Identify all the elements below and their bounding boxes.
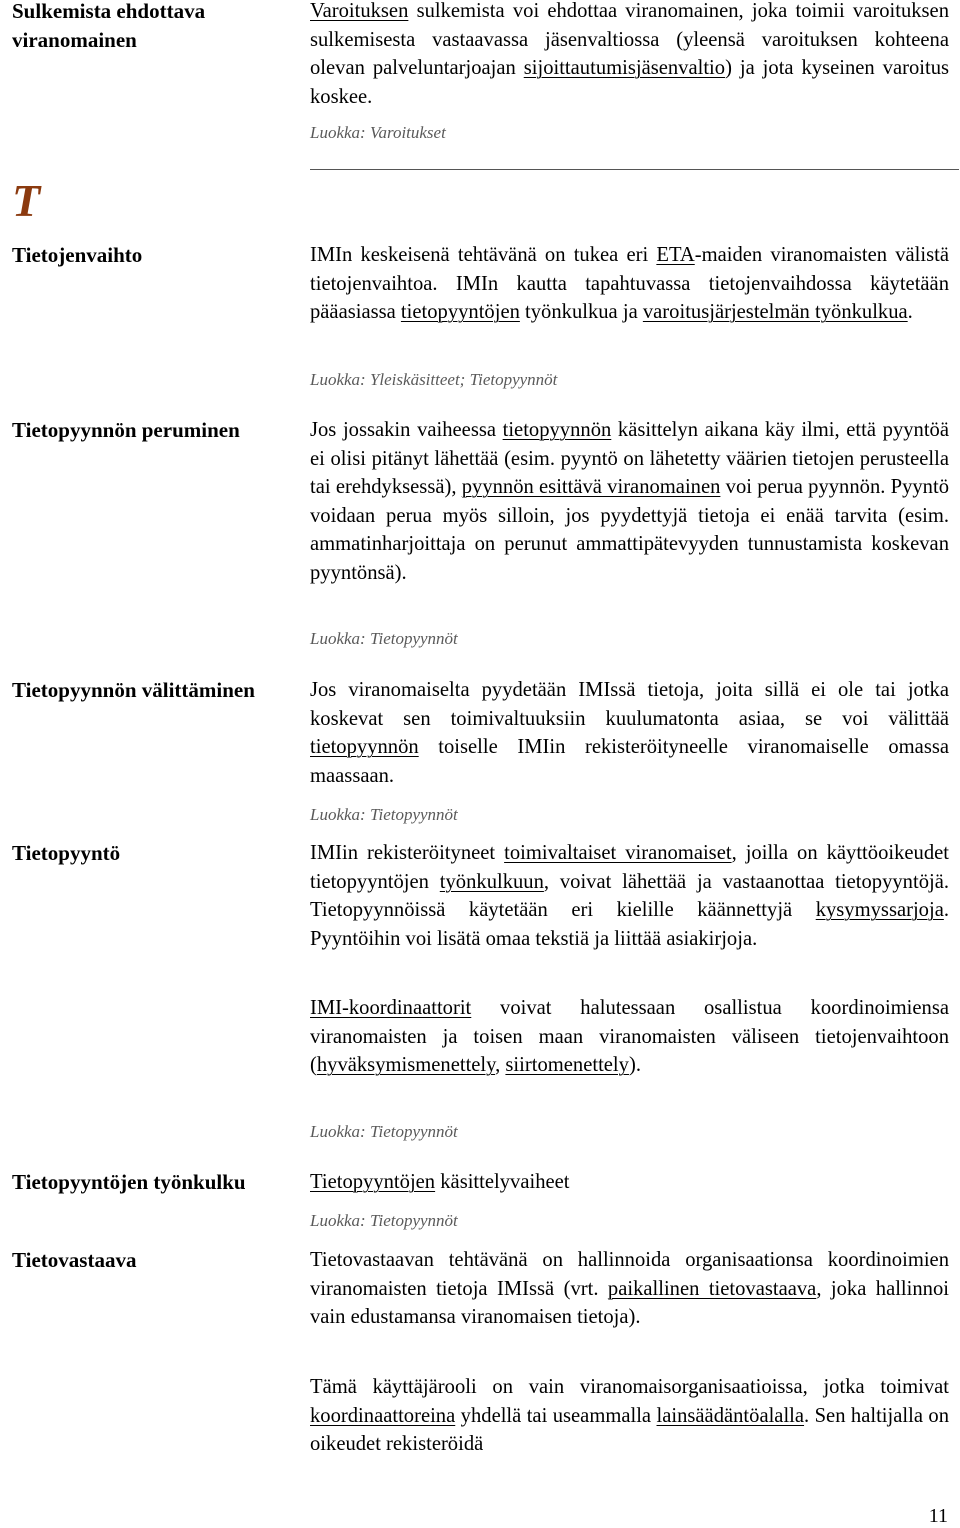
glossary-link[interactable]: siirtomenettely	[505, 1054, 629, 1076]
glossary-definition	[310, 1168, 949, 1197]
category-label: Luokka: Tietopyynnöt	[310, 805, 458, 824]
glossary-link[interactable]: toimivaltaiset viranomaiset	[504, 842, 732, 864]
definition-text: Jos viranomaiselta pyydetään IMIssä tietoja, joita sillä ei ole tai jotka koskevat sen toimivaltuuksiin kuulumatonta asiaa, se voi välittää	[310, 679, 949, 730]
page-number: 11	[928, 1505, 948, 1527]
definition-text: . Pyyntöihin voi lisätä omaa tekstiä ja liittää asiakirjoja.	[310, 899, 949, 950]
glossary-link[interactable]: ETA	[656, 244, 695, 266]
definition-text: ,	[495, 1054, 506, 1076]
section-divider	[310, 169, 959, 170]
glossary-link[interactable]: sijoittautumisjäsenvaltio	[523, 57, 726, 79]
glossary-definition	[310, 0, 949, 111]
glossary-term: Sulkemista ehdottava viranomainen	[12, 0, 206, 52]
glossary-link[interactable]: pyynnön esittävä viranomainen	[461, 476, 721, 498]
definition-text: yhdellä tai useammalla	[455, 1404, 657, 1427]
glossary-definition	[310, 839, 949, 953]
glossary-term: Tietopyynnön peruminen	[12, 418, 240, 442]
glossary-link[interactable]: tietopyyntöjen	[400, 301, 520, 323]
definition-text: IMIn keskeisenä tehtävänä on tukea eri	[310, 244, 657, 266]
glossary-link[interactable]: IMI-koordinaattorit	[310, 997, 472, 1019]
glossary-link[interactable]: Tietopyyntöjen	[310, 1171, 436, 1193]
glossary-link[interactable]: lainsäädäntöalalla	[656, 1404, 805, 1427]
glossary-link[interactable]: koordinaattoreina	[310, 1404, 456, 1427]
section-letter: T	[12, 175, 41, 226]
definition-text: ).	[628, 1054, 641, 1076]
glossary-term: Tietopyynnön välittäminen	[12, 678, 255, 702]
definition-text: , voivat lähettää ja vastaanottaa tietopyyntöjä. Tietopyynnöissä käytetään eri kielille käännettyjä	[310, 870, 950, 921]
glossary-term: Tietopyyntö	[12, 841, 121, 865]
definition-text: -maiden viranomaisten välistä tietojenvaihtoa. IMIn kautta tapahtuvassa tietojenvaihdossa käytetään pääasiassa	[310, 244, 949, 323]
definition-text: työnkulkua ja	[519, 301, 643, 323]
definition-text: voi perua pyynnön. Pyyntö voidaan perua myös silloin, jos pyydettyjä tietoja ei enää tarvita (esim. ammatinharjoittaja on perunut ammattipätevyyden tunnustamista koskevan pyyntönsä).	[310, 476, 949, 584]
definition-text: Tämä käyttäjärooli on vain viranomaisorganisaatioissa, jotka toimivat	[310, 1376, 949, 1398]
glossary-link[interactable]: hyväksymismenettely	[316, 1054, 496, 1076]
category-label: Luokka: Tietopyynnöt	[310, 1122, 458, 1141]
glossary-link[interactable]: paikallinen tietovastaava	[607, 1277, 817, 1300]
definition-text: käsittelyvaiheet	[435, 1171, 570, 1193]
glossary-term: Tietovastaava	[12, 1248, 137, 1272]
category-label: Luokka: Varoitukset	[310, 123, 446, 142]
category-label: Luokka: Tietopyynnöt	[310, 1211, 458, 1230]
definition-text: Jos jossakin vaiheessa	[310, 419, 503, 441]
glossary-link[interactable]: tietopyynnön	[310, 736, 419, 758]
definition-text: Tietovastaavan tehtävänä on hallinnoida organisaationsa koordinoimien viranomaisten tietoja IMIssä (vrt.	[310, 1249, 949, 1300]
glossary-link[interactable]: varoitusjärjestelmän työnkulkua	[642, 301, 908, 323]
definition-text: ) ja jota kyseinen varoitus koskee.	[310, 57, 950, 108]
glossary-definition-paragraph	[310, 994, 949, 1080]
definition-text: voivat halutessaan osallistua koordinoimiensa viranomaisten ja toisen maan viranomaisten väliseen tietojenvaihtoon (	[310, 997, 949, 1076]
glossary-link[interactable]: kysymyssarjoja	[815, 899, 944, 921]
definition-text: toiselle IMIin rekisteröityneelle viranomaiselle omassa maassaan.	[310, 736, 949, 787]
definition-text: .	[907, 301, 913, 323]
glossary-link[interactable]: Varoituksen	[310, 0, 409, 22]
glossary-definition	[310, 241, 949, 327]
definition-text: , joka hallinnoi vain edustamansa viranomaisen tietoja).	[310, 1277, 949, 1328]
definition-text: , joilla on käyttöoikeudet tietopyyntöjen	[310, 842, 949, 893]
category-label: Luokka: Yleiskäsitteet; Tietopyynnöt	[310, 370, 558, 389]
definition-text: käsittelyn aikana käy ilmi, että pyyntöä ei olisi pitänyt lähettää (esim. pyyntö on lähetetty väärien tietojen perusteella tai erehdyksessä),	[310, 419, 949, 498]
glossary-definition	[310, 1246, 949, 1332]
definition-text: sulkemista voi ehdottaa viranomainen, joka toimii varoituksen sulkemisesta vastaavassa jäsenvaltiossa (yleensä varoituksen kohteena olevan palveluntarjoajan	[310, 0, 949, 79]
definition-text: IMIin rekisteröityneet	[310, 842, 505, 864]
glossary-link[interactable]: tietopyynnön	[502, 419, 612, 441]
glossary-definition	[310, 676, 949, 790]
glossary-definition	[310, 416, 949, 587]
glossary-term: Tietojenvaihto	[12, 243, 143, 267]
glossary-link[interactable]: työnkulkuun	[439, 870, 544, 893]
category-label: Luokka: Tietopyynnöt	[310, 629, 458, 648]
glossary-term: Tietopyyntöjen työnkulku	[12, 1170, 246, 1194]
glossary-definition-paragraph	[310, 1373, 949, 1459]
definition-text: . Sen haltijalla on oikeudet rekisteröidä	[310, 1404, 949, 1455]
